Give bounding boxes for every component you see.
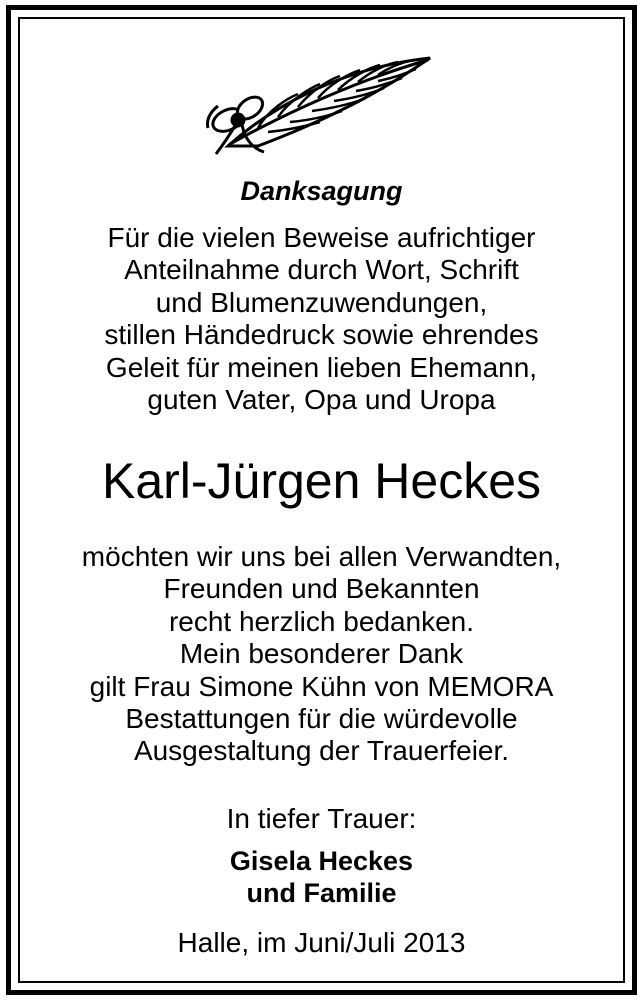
thanks-line: Freunden und Bekannten <box>163 573 480 605</box>
place-date: Halle, im Juni/Juli 2013 <box>177 927 466 958</box>
deceased-name: Karl-Jürgen Heckes <box>101 453 542 509</box>
heading: Danksagung <box>240 176 403 206</box>
intro-line: Geleit für meinen lieben Ehemann, <box>105 351 538 383</box>
intro-text <box>20 222 623 416</box>
palm-branch-with-ribbon-icon <box>198 50 438 162</box>
thanks-line: möchten wir uns bei allen Verwandten, <box>81 541 562 572</box>
obituary-notice <box>20 19 623 981</box>
intro-line: und Blumenzuwendungen, <box>155 286 488 318</box>
thanks-line: Mein besonderer Dank <box>179 638 464 670</box>
intro-line: stillen Händedruck sowie ehrendes <box>104 319 539 351</box>
intro-line: Anteilnahme durch Wort, Schrift <box>124 254 519 286</box>
intro-line: guten Vater, Opa und Uropa <box>147 384 496 416</box>
family-line: Gisela Heckes <box>229 846 414 876</box>
family-line: und Familie <box>246 878 397 908</box>
family-signature <box>20 845 623 909</box>
thanks-line: gilt Frau Simone Kühn von MEMORA <box>89 670 554 702</box>
intro-line: Für die vielen Beweise aufrichtiger <box>107 222 536 253</box>
thanks-line: recht herzlich bedanken. <box>168 605 475 637</box>
thanks-line: Bestattungen für die würdevolle <box>125 703 518 735</box>
thanks-text <box>20 541 623 768</box>
thanks-line: Ausgestaltung der Trauerfeier. <box>133 735 510 767</box>
mourning-text: In tiefer Trauer: <box>226 803 417 834</box>
